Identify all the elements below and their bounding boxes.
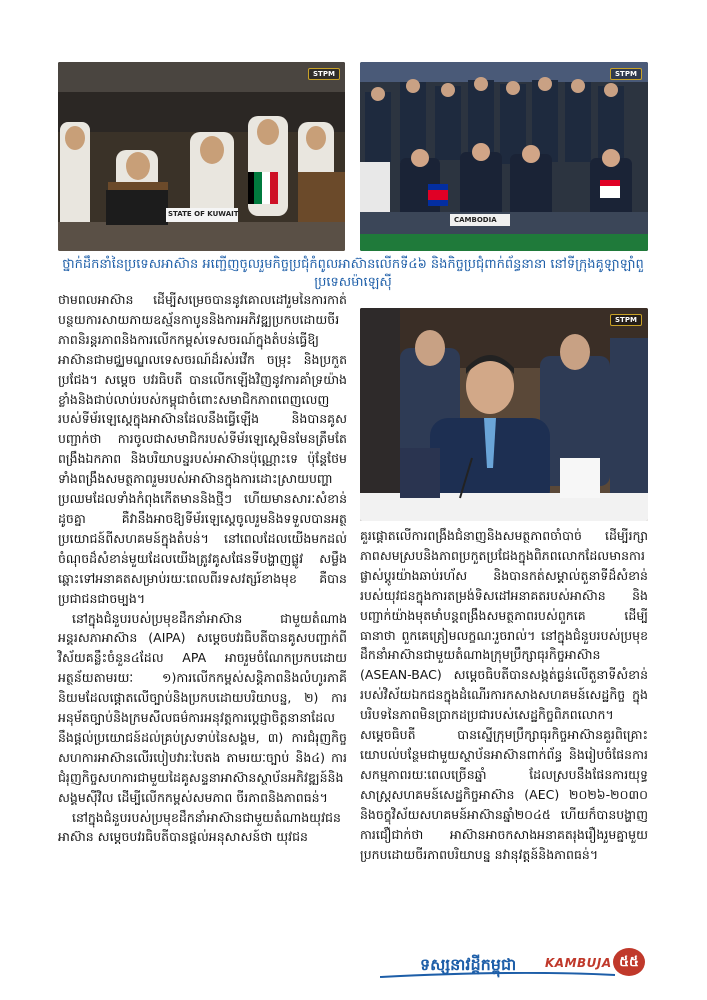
- footer-swoosh-decoration: [380, 972, 650, 978]
- watermark-logo: STPM: [610, 314, 642, 326]
- article-paragraph: នៅក្នុងជំនួបរបស់ប្រមុខដឹកនាំអាស៊ាន ជាមួយតំណាងអន្តរសភាអាស៊ាន (AIPA) សម្ដេចបវរធិបតីបានគូសបញ្ជាក់ពីវិស័យគន្លឹះចំនួន៤ដែល APA អាចរួមចំណែកប្រកបដោយអត្ថន័យតាមរយៈ ១)ការលើកកម្ពស់សន្តិភាពនិងលំហូរភាគីនិយមដែលផ្ដោតលើច្បាប់និងប្រកបដោយបរិយាបន្ន, ២) ការអនុម័តច្បាប់និងក្រមសីលធម៌ការអនុវត្តការប្ដេជ្ញាចិត្តនានាដែលនឹងផ្ដល់ប្រយោជន៍ដល់គ្រប់ស្រទាប់នៃសង្គម, ៣) ការជំរុញកិច្ចសហការអាស៊ានលើរបៀបវារៈបៃតង តាមរយៈច្បាប់ និង៤) ការជំរុញកិច្ចសហការជាមួយដៃគូសន្ទនាអាស៊ានស្ថាប័នអភិវឌ្ឍន៍និងសង្គមស៊ីវិល ដើម្បីលើកកម្ពស់សមភាព ចីរភាពនិងភាពធន់។: [58, 610, 347, 805]
- watermark-logo: STPM: [308, 68, 340, 80]
- page-number: ៥៥: [613, 948, 645, 976]
- watermark-logo: STPM: [610, 68, 642, 80]
- photo-leader-speaking: [360, 308, 648, 521]
- photo-caption: [58, 256, 648, 292]
- country-placard: STATE OF KUWAIT: [168, 210, 239, 218]
- article-column-right: [360, 526, 648, 864]
- caption-line-2: ប្រទេសម៉ាឡេស៊ី: [314, 275, 392, 290]
- caption-line-1: ថ្នាក់ដឹកនាំនៃប្រទេសអាស៊ាន អញ្ជើញចូលរួមកិច្ចប្រជុំកំពូលអាស៊ានលើកទី៤៦ និងកិច្ចប្រជុំពាក់ព័ន្ធនានា នៅទីក្រុងគូឡាឡាំពួ: [62, 257, 644, 272]
- article-column-left: [58, 290, 347, 847]
- magazine-title: ទស្សនាវដ្ដីកម្ពុជា: [420, 955, 517, 974]
- magazine-brand: KAMBUJA: [545, 956, 612, 970]
- page-footer: [380, 948, 650, 978]
- photo-kuwait-delegation: [58, 62, 345, 251]
- country-placard: CAMBODIA: [454, 216, 497, 224]
- article-paragraph: ថាមពលអាស៊ាន ដើម្បីសម្រេចបាននូវគោលដៅរួមនៃការកាត់បន្ថយការសាយភាយឧស្ម័នកាបូននិងការអភិវឌ្ឍប្រកបដោយចីរភាពនិរន្តរភាពនិងការលើកកម្ពស់ទេសចរណ៍ក្នុងតំបន់ធ្វើឱ្យអាស៊ានជាមជ្ឈមណ្ឌលទេសចរណ៍ដ៏រស់រវើក ចម្រុះ និងប្រកួតប្រជែង។ សម្ដេច បវរធិបតី បានលើកឡើងវិញនូវការគាំទ្រយ៉ាងខ្លាំងនិងជាប់លាប់របស់កម្ពុជាចំពោះសមាជិកភាពពេញលេញរបស់ទីម័រឡេស្តេក្នុងអាស៊ានដែលនឹងធ្វើឡើង និងបានគូសបញ្ជាក់ថា ការចូលជាសមាជិករបស់ទីម័រឡេស្តេមិនមែនត្រឹមតែពង្រឹងឯកភាព និងបរិយាបន្នរបស់អាស៊ានប៉ុណ្ណោះទេ ប៉ុន្តែថែមទាំងពង្រឹងសមត្ថភាពរួមរបស់អាស៊ានក្នុងការដោះស្រាយបញ្ហាប្រឈមដែលទាំងកំពុងកើតមាននិងថ្មីៗ ហើយមានសារៈសំខាន់ដូចគ្នា គឺវានឹងអាចឱ្យទីម័រឡេស្តេចូលរួមនិងទទួលបានអត្ថប្រយោជន៍ពីសហគមន៍ក្នុងតំបន់។ នៅពេលដែលយើងមកដល់ចំណុចដ៏សំខាន់មួយដែលយើងត្រូវគូសផែនទីបង្ហាញផ្លូវ សម្លឹងឆ្ពោះទៅអនាគតសម្រាប់រយៈពេលពីរទសវត្សរ៍ខាងមុខ គឺបានប្រជាជនជាចម្បង។: [58, 292, 347, 606]
- photo-cambodia-delegation: [360, 62, 648, 251]
- article-paragraph: នៅក្នុងជំនួបរបស់ប្រមុខដឹកនាំអាស៊ានជាមួយតំណាងយុវជនអាស៊ាន សម្ដេចបវរធិបតីបានផ្ដល់អនុសាសន៍ថា យុវជន: [58, 809, 341, 845]
- article-paragraph: គួរផ្ដោតលើការពង្រឹងជំនាញនិងសមត្ថភាពចាំបាច់ ដើម្បីរក្សាភាពសមស្របនិងភាពប្រកួតប្រជែងក្នុងពិភពលោកដែលមានការផ្លាស់ប្ដូរយ៉ាងឆាប់រហ័ស និងបានកត់សម្គាល់តួនាទីដ៏សំខាន់របស់យុវជនក្នុងការតម្រង់ទិសដៅអនាគតរបស់អាស៊ាន និងបញ្ជាក់យ៉ាងមុតមាំបន្តពង្រឹងសមត្ថភាពរបស់ពួកគេ ដើម្បីធានាថា ពួកគេត្រៀមលក្ខណៈរួចរាល់។ នៅក្នុងជំនួបរបស់ប្រមុខដឹកនាំអាស៊ានជាមួយតំណាងក្រុមប្រឹក្សាធុរកិច្ចអាស៊ាន (ASEAN-BAC) សម្ដេចធិបតីបានសង្កត់ធ្ងន់លើតួនាទីសំខាន់របស់វិស័យឯកជនក្នុងដំណើរការកសាងសហគមន៍សេដ្ឋកិច្ច ក្នុងបរិបទនៃភាពមិនប្រាកដប្រជារបស់សេដ្ឋកិច្ចពិភពលោក។ សម្ដេចធិបតី បានស្នើក្រុមប្រឹក្សាធុរកិច្ចអាស៊ានគួរពិគ្រោះយោបល់បន្ថែមជាមួយស្ថាប័នអាស៊ានពាក់ព័ន្ធ និងរៀបចំផែនការសកម្មភាពរយៈពេលច្រើនឆ្នាំ ដែលស្របនឹងផែនការយុទ្ធសាស្ត្រសហគមន៍សេដ្ឋកិច្ចអាស៊ាន (AEC) ២០២៦-២០៣០ និងចក្ខុវិស័យសហគមន៍អាស៊ានឆ្នាំ២០៤៥ ហើយក៏បានបង្ហាញការជឿជាក់ថា អាស៊ានអាចកសាងអនាគតរុងរឿងរួមគ្នាមួយប្រកបដោយចីរភាពបរិយាបន្ន នវានុវត្តន៍និងភាពធន់។: [360, 528, 648, 862]
